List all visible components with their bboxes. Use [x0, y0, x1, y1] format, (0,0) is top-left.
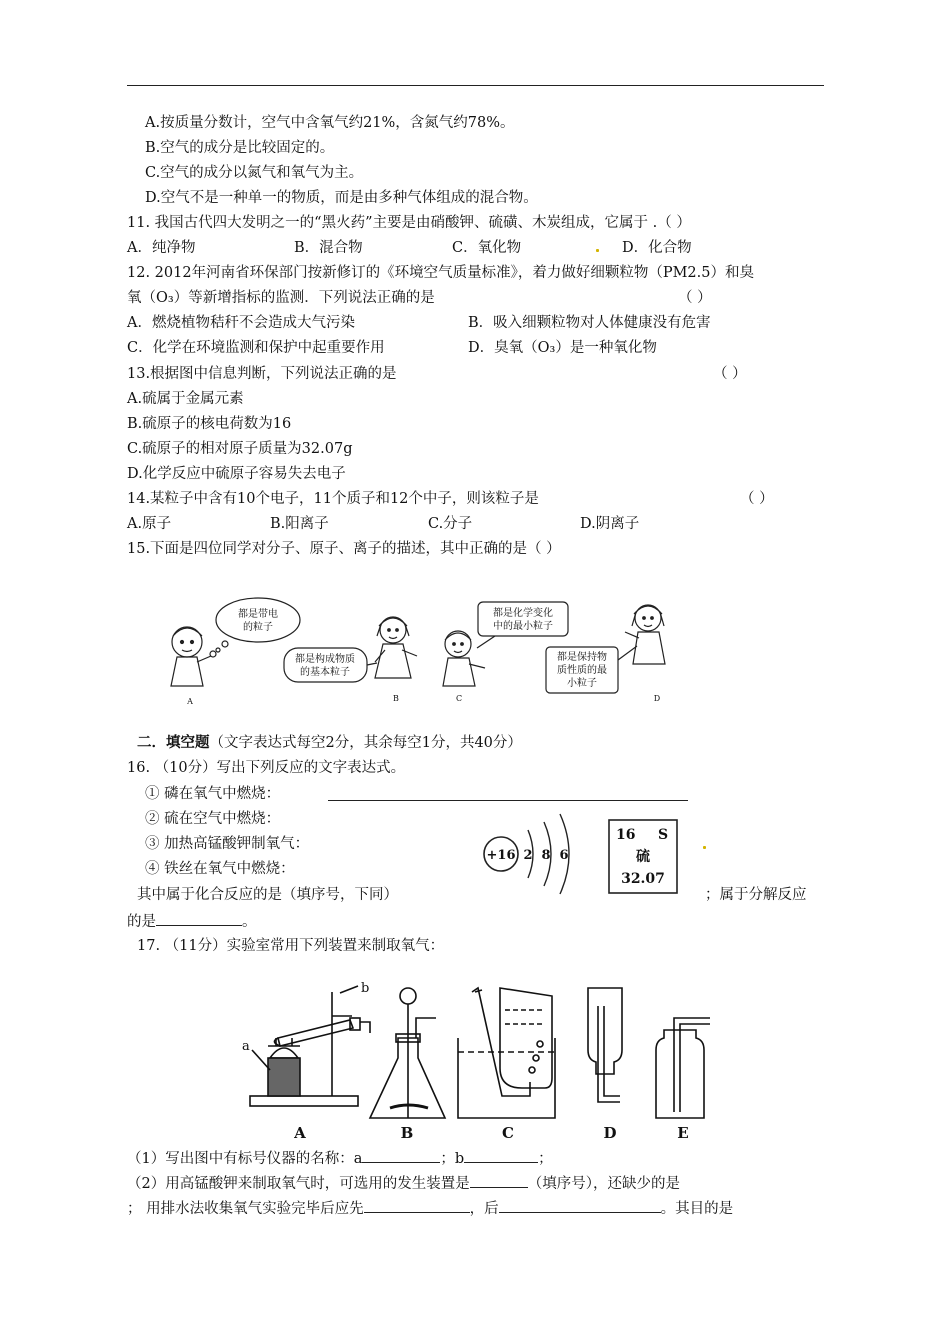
- q13-stem: 13.根据图中信息判断，下列说法正确的是: [127, 366, 397, 382]
- q15-stem: 15.下面是四位同学对分子、原子、离子的描述，其中正确的是（ ）: [127, 541, 561, 557]
- q12-option-c: C．化学在环境监测和保护中起重要作用: [127, 340, 385, 356]
- q11-stem: 11. 我国古代四大发明之一的“黑火药”主要是由硝酸钾、硫磺、木炭组成，它属于 .（ ）: [127, 215, 691, 231]
- q11-option-a: A．纯净物: [127, 240, 196, 256]
- cartoon-label-d: D: [653, 694, 661, 703]
- sulfur-atom-structure-diagram: [476, 808, 586, 904]
- sulfur-element-card: [608, 819, 678, 894]
- q16-item-1: ① 磷在氧气中燃烧：: [145, 786, 281, 802]
- sulfur-name: 硫: [636, 849, 650, 865]
- student-a-drawing: [171, 627, 216, 686]
- q12-stem-line2: 氧（O₃）等新增指标的监测．下列说法正确的是: [127, 290, 435, 306]
- cartoon-label-a: A: [187, 697, 193, 706]
- apparatus-label-a: A: [294, 1124, 306, 1142]
- q16-stem: 16. （10分）写出下列反应的文字表达式。: [127, 760, 406, 776]
- bubble-b-line2: 的基本粒子: [300, 667, 350, 678]
- apparatus-d-drawing: [588, 988, 622, 1102]
- q13-answer-paren: （ ）: [713, 366, 747, 382]
- header-rule: [127, 85, 824, 86]
- q11-option-c: C．氧化物: [452, 240, 522, 256]
- bubble-d-line2: 质性质的最: [557, 665, 607, 676]
- sulfur-shell-1: 2: [523, 848, 533, 863]
- q14-stem: 14.某粒子中含有10个电子，11个质子和12个中子，则该粒子是: [127, 491, 539, 507]
- q17-part-1-end: ；: [538, 1151, 553, 1167]
- q14-option-d: D.阴离子: [580, 516, 640, 532]
- q17-part-2-tail: （填序号），还缺少的是: [527, 1176, 680, 1192]
- q11-option-d: D．化合物: [622, 240, 692, 256]
- student-b-drawing: [375, 617, 417, 678]
- q10-option-a: A.按质量分数计，空气中含氧气约21%，含氮气约78%。: [145, 115, 515, 131]
- q17-blank-b: [464, 1148, 538, 1163]
- q16-item-2: ② 硫在空气中燃烧：: [145, 811, 281, 827]
- q13-option-d: D.化学反应中硫原子容易失去电子: [127, 466, 346, 482]
- cartoon-label-b: B: [393, 694, 399, 703]
- q13-option-b: B.硫原子的核电荷数为16: [127, 416, 292, 432]
- apparatus-label-e: E: [677, 1124, 689, 1142]
- sulfur-nucleus-charge: +16: [486, 848, 516, 863]
- bubble-c-line1: 都是化学变化: [493, 608, 553, 619]
- q17-blank-first: [364, 1198, 470, 1213]
- q17-part-3: [127, 1198, 733, 1218]
- q17-part-2-label: （2）用高锰酸钾来制取氧气时，可选用的发生装置是: [127, 1176, 470, 1192]
- sulfur-shell-3: 6: [559, 848, 569, 863]
- apparatus-c-drawing: [458, 988, 555, 1118]
- q17-part-3-tail: 。其目的是: [660, 1201, 734, 1217]
- apparatus-mark-b: b: [361, 981, 370, 996]
- q14-option-a: A.原子: [127, 516, 172, 532]
- apparatus-mark-a: a: [242, 1039, 250, 1054]
- q17-part-1-label-b: ；b: [440, 1151, 465, 1167]
- sulfur-atomic-mass: 32.07: [621, 871, 665, 887]
- bubble-c-line2: 中的最小粒子: [493, 621, 553, 632]
- bubble-a-line2: 的粒子: [243, 622, 273, 633]
- sulfur-shell-2: 8: [541, 848, 551, 863]
- apparatus-e-drawing: [656, 1018, 710, 1118]
- bubble-d-line3: 小粒子: [567, 678, 597, 689]
- section-2-title: 二．填空题: [137, 734, 210, 751]
- q12-option-b: B．吸入细颗粒物对人体健康没有危害: [468, 315, 711, 331]
- cartoon-label-c: C: [455, 694, 463, 703]
- student-d-drawing: [625, 605, 665, 664]
- q16-decomposition-question: ；属于分解反应: [705, 887, 807, 903]
- bubble-b-line1: 都是构成物质: [295, 654, 355, 665]
- q10-option-c: C.空气的成分以氮气和氧气为主。: [145, 165, 364, 181]
- q16-combination-question: 其中属于化合反应的是（填序号，下同）: [137, 887, 398, 903]
- q13-option-c: C.硫原子的相对原子质量为32.07g: [127, 441, 353, 457]
- bubble-d-line1: 都是保持物: [557, 652, 607, 663]
- q17-stem: 17. （11分）实验室常用下列装置来制取氧气：: [137, 938, 445, 954]
- q12-option-a: A．燃烧植物秸秆不会造成大气污染: [127, 315, 355, 331]
- q12-answer-paren: （ ）: [678, 290, 712, 306]
- speck: [596, 249, 599, 252]
- section-2-note: （文字表达式每空2分，其余每空1分，共40分）: [209, 735, 522, 751]
- q14-answer-paren: （ ）: [740, 491, 774, 507]
- apparatus-label-c: C: [502, 1124, 514, 1142]
- q17-part-3-middle: ，后: [469, 1201, 499, 1217]
- q16-decomposition-answer: [127, 911, 257, 931]
- q16-decomposition-end: 。: [242, 914, 257, 930]
- student-c-drawing: [443, 631, 485, 686]
- q17-part-2: [127, 1173, 680, 1193]
- q10-option-b: B.空气的成分是比较固定的。: [145, 140, 335, 156]
- q16-decomposition-blank: [156, 911, 242, 926]
- q12-option-d: D．臭氧（O₃）是一种氧化物: [468, 340, 657, 356]
- q16-item-4: ④ 铁丝在氧气中燃烧：: [145, 861, 295, 877]
- q14-option-c: C.分子: [428, 516, 473, 532]
- q17-blank-generator: [470, 1173, 528, 1188]
- apparatus-label-b: B: [400, 1124, 414, 1142]
- q17-blank-then: [499, 1198, 661, 1213]
- apparatus-label-d: D: [603, 1124, 617, 1142]
- q16-item-3: ③ 加热高锰酸钾制氧气：: [145, 836, 310, 852]
- q14-option-b: B.阳离子: [270, 516, 329, 532]
- q16-decomposition-label: 的是: [127, 914, 156, 930]
- apparatus-b-drawing: [370, 988, 445, 1118]
- q10-option-d: D.空气不是一种单一的物质，而是由多种气体组成的混合物。: [145, 190, 538, 206]
- q17-part-3-label: ； 用排水法收集氧气实验完毕后应先: [127, 1201, 364, 1217]
- q12-stem-line1: 12. 2012年河南省环保部门按新修订的《环境空气质量标准》，着力做好细颗粒物（PM2.5）和臭: [127, 265, 754, 281]
- apparatus-a-drawing: [250, 986, 370, 1106]
- q11-option-b: B．混合物: [294, 240, 363, 256]
- q17-blank-a: [362, 1148, 440, 1163]
- oxygen-apparatus-figure: [240, 978, 710, 1143]
- sulfur-atomic-number: 16: [616, 827, 636, 843]
- sulfur-symbol: S: [658, 827, 669, 843]
- q17-part-1-label-a: （1）写出图中有标号仪器的名称：a: [127, 1151, 363, 1167]
- student-cartoon-figure: [155, 590, 675, 710]
- bubble-a-line1: 都是带电: [238, 609, 278, 620]
- q16-item-1-answer-line: [328, 800, 688, 801]
- speck: [703, 846, 706, 849]
- q17-part-1: [127, 1148, 553, 1168]
- section-2-heading: [137, 734, 522, 752]
- q13-option-a: A.硫属于金属元素: [127, 391, 244, 407]
